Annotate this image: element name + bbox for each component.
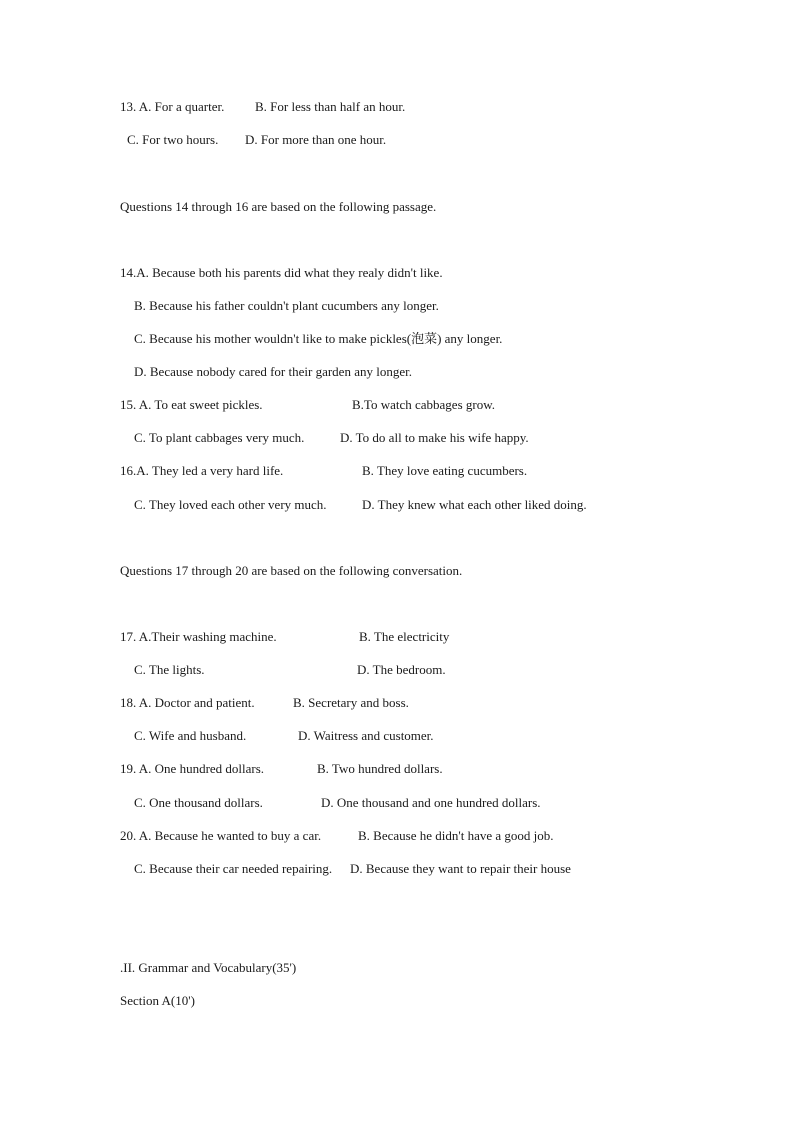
q13-option-b: B. For less than half an hour.	[255, 99, 406, 114]
q19-option-d: D. One thousand and one hundred dollars.	[321, 795, 541, 810]
conversation-intro-17-20: Questions 17 through 20 are based on the following conversation.	[120, 563, 463, 578]
q19-option-b: B. Two hundred dollars.	[317, 761, 443, 776]
q20-option-b: B. Because he didn't have a good job.	[358, 828, 554, 843]
q18-option-b: B. Secretary and boss.	[293, 695, 409, 710]
q20-option-d: D. Because they want to repair their house	[350, 861, 571, 876]
q17-option-b: B. The electricity	[359, 629, 450, 644]
q14-option-d: D. Because nobody cared for their garden any longer.	[134, 364, 412, 379]
q19-option-a: 19. A. One hundred dollars.	[120, 761, 265, 776]
q15-option-a: 15. A. To eat sweet pickles.	[120, 397, 263, 412]
q15-option-b: B.To watch cabbages grow.	[352, 397, 496, 412]
q19-option-c: C. One thousand dollars.	[134, 795, 263, 810]
q20-option-c: C. Because their car needed repairing.	[134, 861, 333, 876]
q16-option-d: D. They knew what each other liked doing.	[362, 497, 587, 512]
q17-option-c: C. The lights.	[134, 662, 205, 677]
q14-option-c: C. Because his mother wouldn't like to make pickles(泡菜) any longer.	[134, 331, 503, 346]
passage-intro-14-16: Questions 14 through 16 are based on the following passage.	[120, 199, 437, 214]
q17-option-d: D. The bedroom.	[357, 662, 446, 677]
section-heading: .II. Grammar and Vocabulary(35')	[120, 960, 297, 975]
q16-option-b: B. They love eating cucumbers.	[362, 463, 528, 478]
q17-option-a: 17. A.Their washing machine.	[120, 629, 277, 644]
q13-option-d: D. For more than one hour.	[245, 132, 387, 147]
q14-option-b: B. Because his father couldn't plant cucumbers any longer.	[134, 298, 439, 313]
q13-option-a: 13. A. For a quarter.	[120, 99, 225, 114]
q15-option-d: D. To do all to make his wife happy.	[340, 430, 529, 445]
q16-option-c: C. They loved each other very much.	[134, 497, 327, 512]
q15-option-c: C. To plant cabbages very much.	[134, 430, 305, 445]
section-subheading: Section A(10')	[120, 993, 195, 1008]
q18-option-a: 18. A. Doctor and patient.	[120, 695, 255, 710]
q20-option-a: 20. A. Because he wanted to buy a car.	[120, 828, 322, 843]
q16-option-a: 16.A. They led a very hard life.	[120, 463, 284, 478]
q18-option-d: D. Waitress and customer.	[298, 728, 434, 743]
q13-option-c: C. For two hours.	[127, 132, 219, 147]
q18-option-c: C. Wife and husband.	[134, 728, 247, 743]
q14-option-a: 14.A. Because both his parents did what they realy didn't like.	[120, 265, 443, 280]
